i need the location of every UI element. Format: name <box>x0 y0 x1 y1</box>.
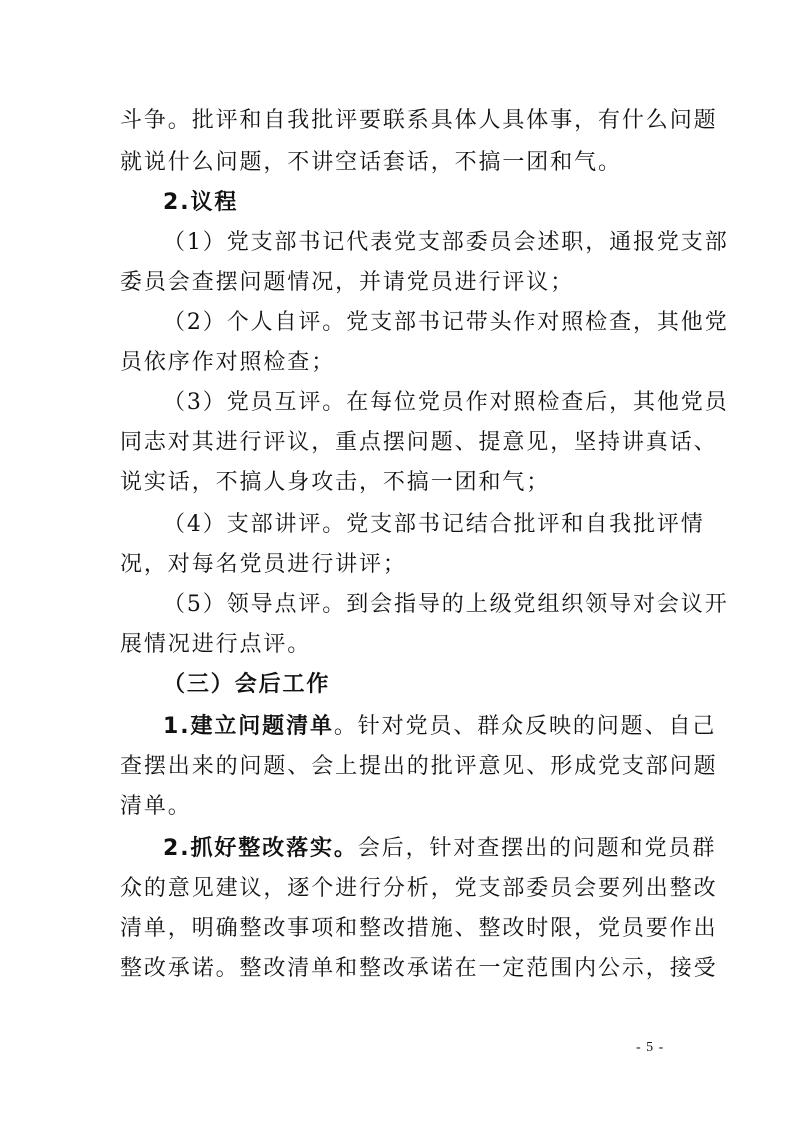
item-title: 2.抓好整改落实。 <box>163 836 358 861</box>
paragraph-line: （1）党支部书记代表党支部委员会述职，通报党支部 <box>163 230 729 255</box>
paragraph-line: 众的意见建议，逐个进行分析，党支部委员会要列出整改 <box>120 876 718 901</box>
paragraph-line: （2）个人自评。党支部书记带头作对照检查，其他党 <box>163 310 729 335</box>
item-text: 会后，针对查摆出的问题和党员群 <box>357 836 717 861</box>
item-title: 1.建立问题清单 <box>163 714 334 739</box>
paragraph-line: 况，对每名党员进行讲评； <box>120 552 407 577</box>
page-number: - 5 - <box>636 1040 665 1055</box>
paragraph-line <box>163 712 717 742</box>
paragraph-line: 整改承诺。整改清单和整改承诺在一定范围内公示，接受 <box>120 956 718 981</box>
paragraph-line: 员依序作对照检查； <box>120 350 336 375</box>
paragraph-line: 查摆出来的问题、会上提出的批评意见、形成党支部问题 <box>120 754 718 779</box>
section-heading: 2.议程 <box>163 190 239 215</box>
paragraph-line: 就说什么问题，不讲空话套话，不搞一团和气。 <box>120 150 622 175</box>
paragraph-line: （3）党员互评。在每位党员作对照检查后，其他党员 <box>163 390 729 415</box>
item-text: 。针对党员、群众反映的问题、自己 <box>333 714 717 739</box>
paragraph-line: 同志对其进行评议，重点摆问题、提意见，坚持讲真话、 <box>120 430 718 455</box>
paragraph-line: 清单，明确整改事项和整改措施、整改时限，党员要作出 <box>120 916 718 941</box>
paragraph-line: 斗争。批评和自我批评要联系具体人具体事，有什么问题 <box>120 108 718 133</box>
paragraph-line: （4）支部讲评。党支部书记结合批评和自我批评情 <box>163 512 705 537</box>
paragraph-line <box>163 834 717 864</box>
paragraph-line: 清单。 <box>120 794 192 819</box>
paragraph-line: 说实话，不搞人身攻击，不搞一团和气； <box>120 470 551 495</box>
paragraph-line: 委员会查摆问题情况，并请党员进行评议； <box>120 270 575 295</box>
paragraph-line: （5）领导点评。到会指导的上级党组织领导对会议开 <box>163 592 729 617</box>
paragraph-line: 展情况进行点评。 <box>120 632 312 657</box>
section-heading: （三）会后工作 <box>163 672 331 697</box>
